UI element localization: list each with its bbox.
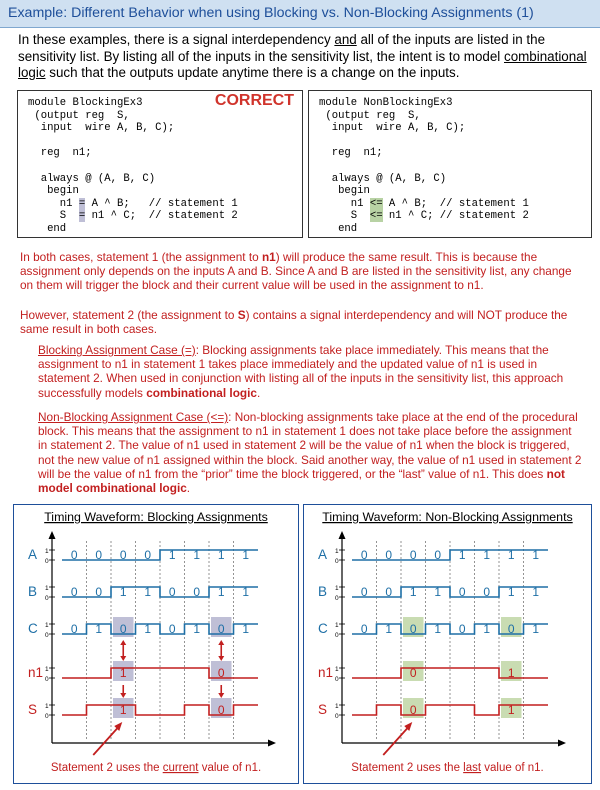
tick-label-high: 1 xyxy=(45,666,49,673)
waveform-value-b: 0 xyxy=(193,585,201,599)
paragraph-statement-2: However, statement 2 (the assignment to S) contains a signal interdependency and will NOT produce the same result in both cases. xyxy=(20,308,568,337)
waveform-value-b: 0 xyxy=(458,585,466,599)
waveform-value-a: 0 xyxy=(409,548,417,562)
tick-label-low: 0 xyxy=(45,713,49,720)
blocking-case-title: Blocking Assignment Case (=) xyxy=(38,343,196,357)
caption-text: Statement 2 uses the xyxy=(351,762,464,774)
value-axis-arrow xyxy=(49,531,56,539)
waveform-value-a: 0 xyxy=(434,548,442,562)
arrowhead-down xyxy=(218,693,224,698)
tick-label-low: 0 xyxy=(45,676,49,683)
waveform-value-a: 1 xyxy=(193,548,201,562)
signal-label-b: B xyxy=(318,584,328,599)
caption-emphasis: current xyxy=(162,762,199,774)
title-bar xyxy=(0,0,600,28)
n1-value: 0 xyxy=(409,666,417,680)
waveform-value-c: 1 xyxy=(242,622,250,636)
waveform-value-c: 1 xyxy=(193,622,201,636)
waveform-value-b: 1 xyxy=(217,585,225,599)
s-value: 1 xyxy=(507,703,515,717)
waveform-value-a: 0 xyxy=(95,548,103,562)
waveform-caption xyxy=(51,762,261,774)
waveform-caption xyxy=(351,762,543,774)
waveform-value-a: 0 xyxy=(70,548,78,562)
intro-text-1: In these examples, there is a signal interdependency xyxy=(18,32,335,47)
paragraph-statement-1: In both cases, statement 1 (the assignment to n1) will produce the same result. This is because the assignment only depends on the inputs A and B. Since A and B are listed in the sensitivity list, any change on them will trigger the block and their current value will be used in the assignment to n1. xyxy=(20,250,572,293)
waveform-value-a: 0 xyxy=(119,548,127,562)
tick-label-low: 0 xyxy=(335,713,339,720)
nonblocking-operator-2: <= xyxy=(369,210,383,223)
code-box-nonblocking xyxy=(308,90,592,238)
tick-label-high: 1 xyxy=(45,703,49,710)
caption-emphasis: last xyxy=(463,762,482,774)
caption-pointer xyxy=(93,725,120,755)
code-blocking: module BlockingEx3 (output reg S, input wire A, B, C); reg n1; always @ (A, B, C) begin n1 = A ^ B; // statement 1 S = n1 ^ C; // statement 2 end xyxy=(28,97,238,235)
waveform-value-c: 1 xyxy=(532,622,540,636)
n1-value: 0 xyxy=(217,666,225,680)
waveform-value-c: 0 xyxy=(168,622,176,636)
arrowhead-up xyxy=(218,640,224,645)
waveform-value-b: 1 xyxy=(409,585,417,599)
nonblocking-case-title: Non-Blocking Assignment Case (<=) xyxy=(38,410,229,424)
nonblocking-case-paragraph: Non-Blocking Assignment Case (<=): Non-blocking assignments take place at the end of the procedural block. This means that the assignment to n1 in statement 1 does not take place before the assignment in statement 2. The value of n1 used in statement 2 will be the value of n1 when the block is triggered, not the new value of n1 assigned within the block. Said another way, the value of n1 used in statement 2 will be the value of n1 from the “prior” time the block triggered, or the “last” value of n1. This does not model combinational logic. xyxy=(38,410,582,496)
intro-and: and xyxy=(334,32,357,47)
waveform-value-a: 1 xyxy=(217,548,225,562)
correct-badge: CORRECT xyxy=(214,92,294,109)
page-title: Example: Different Behavior when using Blocking vs. Non-Blocking Assignments (1) xyxy=(8,5,534,21)
n1-value: 1 xyxy=(119,666,127,680)
caption-text: value of n1. xyxy=(481,762,544,774)
signal-label-c: C xyxy=(318,621,328,636)
waveform-value-c: 0 xyxy=(458,622,466,636)
tick-label-low: 0 xyxy=(45,632,49,639)
waveform-value-b: 1 xyxy=(144,585,152,599)
arrowhead-down xyxy=(120,693,126,698)
waveform-b xyxy=(62,587,258,597)
waveform-title: Timing Waveform: Non-Blocking Assignments xyxy=(322,510,573,524)
waveform-value-b: 0 xyxy=(70,585,78,599)
time-axis-arrow xyxy=(558,740,566,747)
waveform-value-b: 0 xyxy=(168,585,176,599)
waveform-blocking-svg xyxy=(14,505,298,783)
tick-label-low: 0 xyxy=(335,595,339,602)
caption-text: value of n1. xyxy=(198,762,262,774)
value-axis-arrow xyxy=(339,531,346,539)
tick-label-high: 1 xyxy=(335,548,339,555)
intro-text-2: all of the inputs are listed in the sensitivity list. By listing all of the inputs in the sensitivity list, the intent is to model xyxy=(18,32,546,64)
signal-label-s: S xyxy=(28,702,38,717)
waveform-value-c: 0 xyxy=(217,622,225,636)
waveform-value-b: 0 xyxy=(483,585,491,599)
waveform-value-c: 1 xyxy=(385,622,393,636)
caption-pointer xyxy=(383,725,410,755)
blocking-operator-1: = xyxy=(78,197,86,210)
nonblocking-operator-1: <= xyxy=(369,197,383,210)
waveform-value-c: 1 xyxy=(95,622,103,636)
arrowhead-down xyxy=(120,656,126,661)
waveform-value-b: 1 xyxy=(242,585,250,599)
tick-label-low: 0 xyxy=(335,632,339,639)
code-box-blocking xyxy=(17,90,303,238)
s-value: 0 xyxy=(409,703,417,717)
waveform-value-a: 1 xyxy=(168,548,176,562)
waveform-value-c: 0 xyxy=(70,622,78,636)
arrowhead-down xyxy=(218,656,224,661)
tick-label-low: 0 xyxy=(45,558,49,565)
arrowhead-up xyxy=(120,640,126,645)
tick-label-low: 0 xyxy=(335,558,339,565)
n1-value: 1 xyxy=(507,666,515,680)
s-value: 0 xyxy=(217,703,225,717)
waveform-value-a: 1 xyxy=(532,548,540,562)
s-value: 1 xyxy=(119,703,127,717)
waveform-a xyxy=(352,550,548,560)
tick-label-high: 1 xyxy=(335,703,339,710)
caption-text: Statement 2 uses the xyxy=(50,762,163,774)
waveform-value-a: 1 xyxy=(458,548,466,562)
code-nonblocking: module NonBlockingEx3 (output reg S, input wire A, B, C); reg n1; always @ (A, B, C) begin n1 <= A ^ B; // statement 1 S <= n1 ^ C; // statement 2 end xyxy=(319,97,529,235)
waveform-value-a: 1 xyxy=(483,548,491,562)
waveform-value-b: 1 xyxy=(507,585,515,599)
waveform-value-b: 0 xyxy=(95,585,103,599)
waveform-value-c: 0 xyxy=(507,622,515,636)
waveform-nonblocking-svg xyxy=(304,505,591,783)
blocking-case-paragraph: Blocking Assignment Case (=): Blocking assignments take place immediately. This means that the assignment to n1 in statement 1 takes place immediately and the updated value of n1 is used in statement 2. When used in conjunction with listing all of the inputs in the sensitivity list, this approach successfully models combinational logic. xyxy=(38,343,564,400)
waveform-value-a: 1 xyxy=(507,548,515,562)
signal-label-n1: n1 xyxy=(318,665,334,680)
signal-label-a: A xyxy=(318,547,328,562)
waveform-value-c: 0 xyxy=(119,622,127,636)
waveform-value-a: 0 xyxy=(144,548,152,562)
waveform-value-c: 1 xyxy=(434,622,442,636)
waveform-value-c: 0 xyxy=(360,622,368,636)
waveform-value-b: 1 xyxy=(434,585,442,599)
signal-label-a: A xyxy=(28,547,38,562)
waveform-value-a: 0 xyxy=(360,548,368,562)
waveform-value-a: 1 xyxy=(242,548,250,562)
waveform-title: Timing Waveform: Blocking Assignments xyxy=(44,510,268,524)
tick-label-high: 1 xyxy=(335,585,339,592)
waveform-value-b: 1 xyxy=(119,585,127,599)
intro-combinational-logic: combinational logic xyxy=(18,48,587,81)
tick-label-high: 1 xyxy=(45,585,49,592)
tick-label-low: 0 xyxy=(335,676,339,683)
signal-label-s: S xyxy=(318,702,328,717)
tick-label-high: 1 xyxy=(335,622,339,629)
intro-paragraph xyxy=(18,32,592,82)
waveform-value-b: 1 xyxy=(532,585,540,599)
waveform-value-c: 1 xyxy=(483,622,491,636)
waveform-value-b: 0 xyxy=(360,585,368,599)
waveform-value-c: 0 xyxy=(409,622,417,636)
waveform-a xyxy=(62,550,258,560)
intro-text-3: such that the outputs update anytime there is a change on the inputs. xyxy=(45,65,460,81)
tick-label-high: 1 xyxy=(335,666,339,673)
waveform-value-a: 0 xyxy=(385,548,393,562)
waveform-value-b: 0 xyxy=(385,585,393,599)
signal-label-b: B xyxy=(28,584,38,599)
waveform-b xyxy=(352,587,548,597)
signal-label-c: C xyxy=(28,621,38,636)
blocking-operator-2: = xyxy=(78,210,86,223)
tick-label-high: 1 xyxy=(45,622,49,629)
waveform-panel-nonblocking xyxy=(303,504,592,784)
time-axis-arrow xyxy=(268,740,276,747)
waveform-panel-blocking xyxy=(13,504,299,784)
tick-label-high: 1 xyxy=(45,548,49,555)
waveform-value-c: 1 xyxy=(144,622,152,636)
signal-label-n1: n1 xyxy=(28,665,44,680)
tick-label-low: 0 xyxy=(45,595,49,602)
